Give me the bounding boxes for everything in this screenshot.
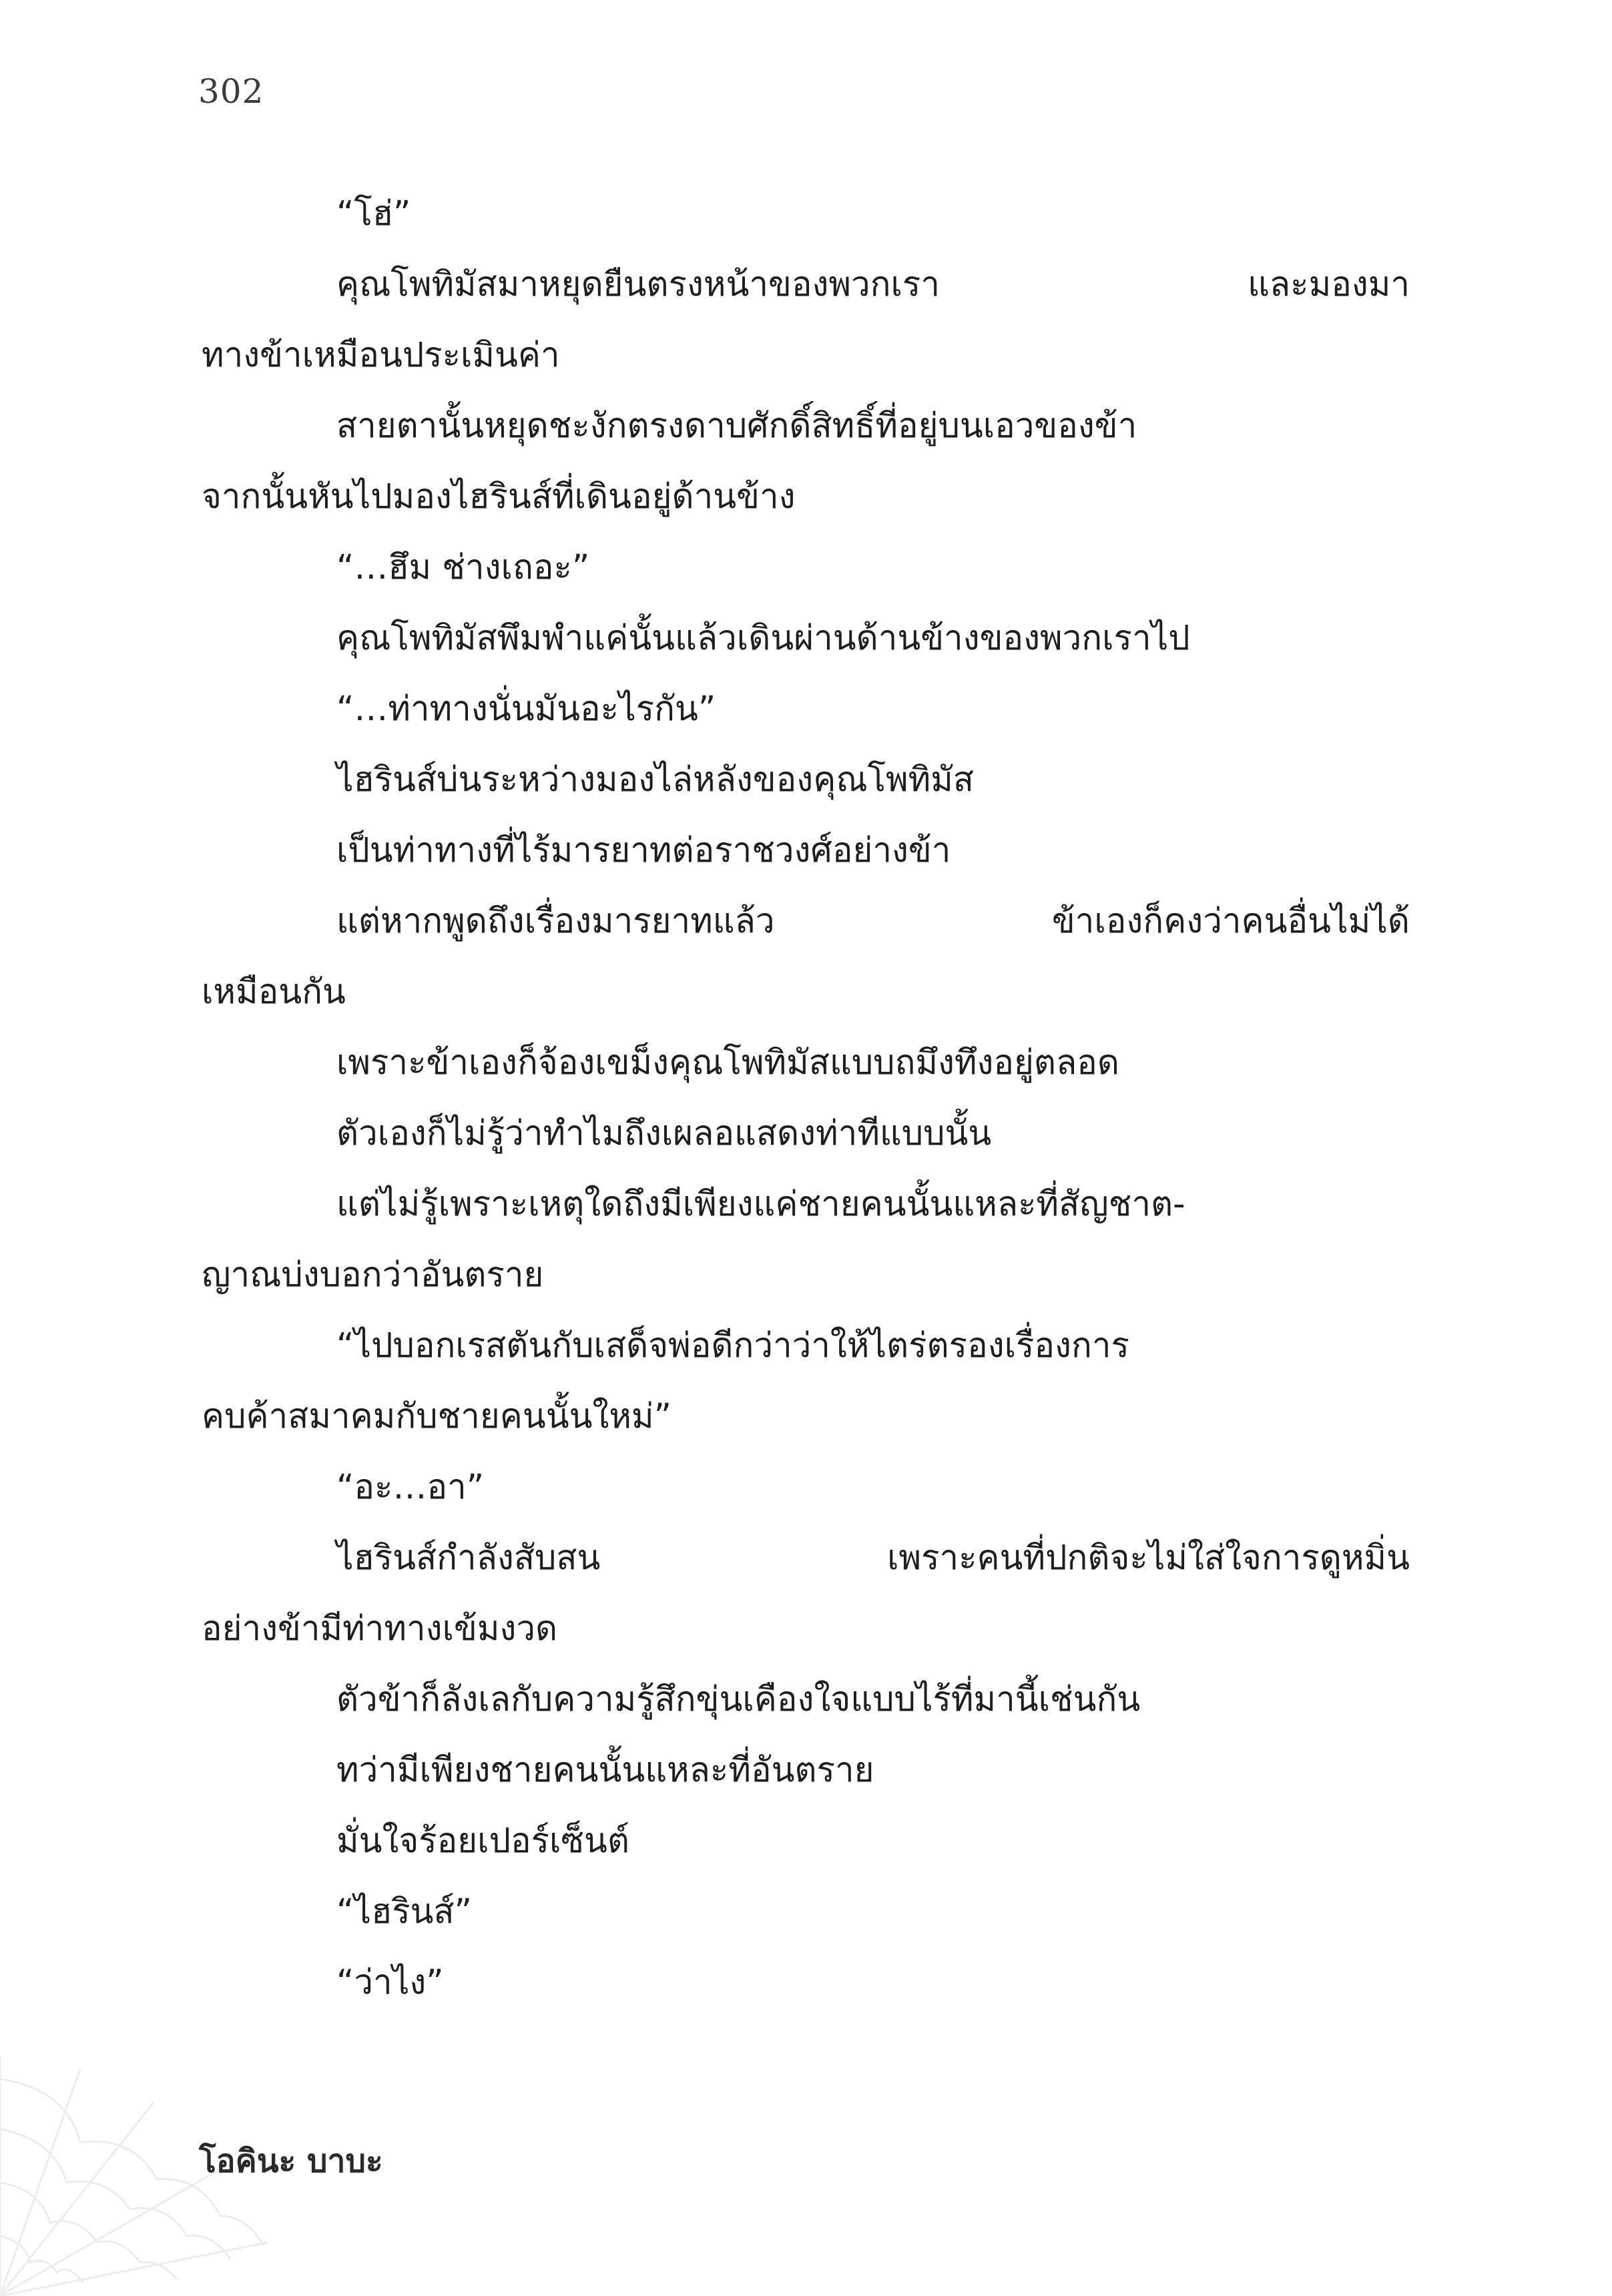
text-line: ไฮรินส์บ่นระหว่างมองไล่หลังของคุณโพทิมัส xyxy=(336,760,975,800)
text-word: และมองมา xyxy=(1248,265,1410,304)
text-line xyxy=(202,886,1410,957)
text-line: มั่นใจร้อยเปอร์เซ็นต์ xyxy=(336,1821,630,1861)
text-word: ไฮรินส์กำลังสับสน xyxy=(336,1538,601,1578)
text-line: จากนั้นหันไปมองไฮรินส์ที่เดินอยู่ด้านข้าง xyxy=(202,477,796,517)
text-line: สายตานั้นหยุดชะงักตรงดาบศักดิ์สิทธิ์ที่อยู่บนเอวของข้า xyxy=(336,406,1137,446)
text-line: คุณโพทิมัสพึมพำแค่นั้นแล้วเดินผ่านด้านข้างของพวกเราไป xyxy=(336,619,1190,658)
text-line: แต่ไม่รู้เพราะเหตุใดถึงมีเพียงแค่ชายคนนั้นแหละที่สัญชาต- xyxy=(336,1185,1185,1224)
text-line: “ไฮรินส์” xyxy=(336,1892,473,1932)
text-line: เป็นท่าทางที่ไร้มารยาทต่อราชวงศ์อย่างข้า xyxy=(336,831,951,870)
text-line xyxy=(202,250,1410,320)
text-word: เพราะคนที่ปกติจะไม่ใส่ใจการดูหมิ่น xyxy=(887,1538,1410,1578)
text-line: “…ฮึม ช่างเถอะ” xyxy=(336,548,590,587)
text-line: “…ท่าทางนั่นมันอะไรกัน” xyxy=(336,689,716,729)
text-line: เพราะข้าเองก็จ้องเขม็งคุณโพทิมัสแบบถมึงทึงอยู่ตลอด xyxy=(336,1043,1120,1083)
text-line: ตัวเองก็ไม่รู้ว่าทำไมถึงเผลอแสดงท่าทีแบบนั้น xyxy=(336,1114,992,1153)
text-line: ญาณบ่งบอกว่าอันตราย xyxy=(202,1255,544,1295)
text-line: ทว่ามีเพียงชายคนนั้นแหละที่อันตราย xyxy=(336,1751,874,1790)
footer-author: โอคินะ บาบะ xyxy=(199,2142,383,2180)
text-line: ทางข้าเหมือนประเมินค่า xyxy=(202,336,560,375)
text-line: “ไปบอกเรสตันกับเสด็จพ่อดีกว่าว่าให้ไตร่ตรองเรื่องการ xyxy=(336,1326,1129,1366)
text-line: เหมือนกัน xyxy=(202,972,346,1012)
body-text xyxy=(202,179,1410,2018)
text-line: ตัวข้าก็ลังเลกับความรู้สึกขุ่นเคืองใจแบบไร้ที่มานี้เช่นกัน xyxy=(336,1680,1141,1719)
text-line: “อะ…อา” xyxy=(336,1468,485,1507)
text-line xyxy=(202,1523,1410,1594)
page-number: 302 xyxy=(198,72,264,111)
text-line: อย่างข้ามีท่าทางเข้มงวด xyxy=(202,1609,558,1649)
text-word: คุณโพทิมัสมาหยุดยืนตรงหน้าของพวกเรา xyxy=(336,265,940,304)
text-line: คบค้าสมาคมกับชายคนนั้นใหม่” xyxy=(202,1397,672,1436)
text-word: ข้าเองก็คงว่าคนอื่นไม่ได้ xyxy=(1051,902,1410,941)
text-word: แต่หากพูดถึงเรื่องมารยาทแล้ว xyxy=(336,902,775,941)
text-line: “โฮ่” xyxy=(336,194,411,234)
text-line: “ว่าไง” xyxy=(336,1963,444,2002)
